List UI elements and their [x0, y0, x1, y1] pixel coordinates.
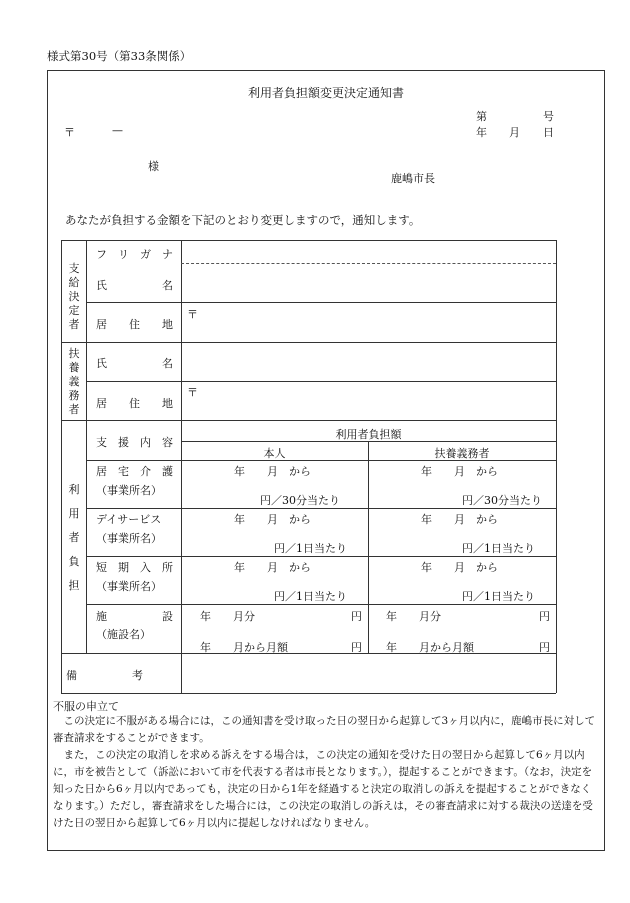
support-content-label: 支 援 内 容 — [96, 436, 173, 449]
service-day-sub: （事業所名） — [96, 532, 162, 545]
issuer: 鹿嶋市長 — [391, 172, 435, 185]
service-day: デイサービス — [96, 513, 162, 526]
self-from: 年 月 から — [234, 513, 311, 526]
objection-paragraph-2: また，この決定の取消しを求める訴えをする場合は，この決定の通知を受けた日の翌日から起算して6ヶ月以内に，市を被告として（訴訟において市を代表する者は市長となります。），提起することができます。（なお，決定を知った日から6ヶ月以内であっても，決定の日から1年を経過すると決定の取消しの訴えを提起することができなくなります。）ただし，審査請求をした場合には，この決定の取消しの訴えは，その審査請求に対する裁決の送達を受けた日の翌日から起算して6ヶ月以内に提起しなければなりません。 — [53, 749, 593, 829]
objection-heading: 不服の申立て — [53, 700, 119, 713]
service-home-care: 居 宅 介 護 — [96, 465, 173, 478]
supporter-monthly-yen: 円 — [539, 610, 550, 623]
user-group-label: 利用者負担 — [68, 483, 80, 592]
service-short-stay: 短 期 入 所 — [96, 561, 173, 574]
payee-postal-mark: 〒 — [187, 308, 198, 321]
supporter-from: 年 月 から — [421, 465, 498, 478]
self-unit: 円／30分当たり — [260, 494, 340, 507]
supporter-unit: 円／1日当たり — [462, 590, 535, 603]
objection-paragraph-1: この決定に不服がある場合には，この通知書を受け取った日の翌日から起算して3ヶ月以内に，鹿嶋市長に対して審査請求をすることができます。 — [53, 715, 596, 744]
label-divider — [181, 240, 182, 693]
self-monthly-yen: 円 — [351, 610, 362, 623]
self-from-month: 年 月から月額 — [200, 641, 288, 654]
service-facility-sub: （施設名） — [96, 628, 151, 641]
form-title: 利用者負担額変更決定通知書 — [247, 86, 404, 100]
table-top — [61, 240, 556, 241]
intro-text: あなたが負担する金額を下記のとおり変更しますので，通知します。 — [65, 213, 421, 227]
supporter-address-label: 居 住 地 — [96, 397, 173, 410]
self-from-month-yen: 円 — [351, 641, 362, 654]
postal-dash: — — [112, 124, 123, 137]
payee-address-label: 居 住 地 — [96, 318, 173, 331]
col-supporter-header: 扶養義務者 — [434, 447, 490, 460]
burden-header: 利用者負担額 — [335, 428, 402, 441]
service-short-stay-sub: （事業所名） — [96, 580, 162, 593]
supporter-postal-mark: 〒 — [187, 386, 198, 399]
self-supporter-divider — [368, 441, 369, 653]
recipient-suffix: 様 — [148, 160, 159, 173]
self-from: 年 月 から — [234, 465, 311, 478]
date-month: 月 — [509, 126, 520, 139]
form-number: 様式第30号（第33条関係） — [47, 49, 192, 63]
date-day: 日 — [543, 126, 554, 139]
number-suffix: 号 — [543, 110, 554, 123]
supporter-from: 年 月 から — [421, 513, 498, 526]
supporter-from-month-yen: 円 — [539, 641, 550, 654]
table-left — [61, 240, 62, 693]
self-unit: 円／1日当たり — [274, 590, 347, 603]
table-right — [556, 240, 557, 693]
supporter-from: 年 月 から — [421, 561, 498, 574]
supporter-unit: 円／30分当たり — [462, 494, 542, 507]
payee-group-label: 支給決定者 — [68, 262, 80, 331]
supporter-unit: 円／1日当たり — [462, 542, 535, 555]
payee-name-label: 氏 名 — [96, 279, 173, 292]
self-unit: 円／1日当たり — [274, 542, 347, 555]
supporter-from-month: 年 月から月額 — [386, 641, 474, 654]
date-year: 年 — [476, 126, 487, 139]
number-label: 第 — [476, 110, 487, 123]
col-self-header: 本人 — [263, 447, 286, 460]
self-from: 年 月 から — [234, 561, 311, 574]
service-home-care-sub: （事業所名） — [96, 484, 162, 497]
self-monthly: 年 月分 — [200, 610, 255, 623]
furigana-dash — [181, 263, 556, 264]
remarks-label: 備 考 — [66, 669, 143, 682]
supporter-name-label: 氏 名 — [96, 357, 173, 370]
table-bottom — [61, 693, 556, 694]
service-facility: 施 設 — [96, 610, 173, 623]
supporter-group-label: 扶養義務者 — [68, 347, 80, 416]
supporter-monthly: 年 月分 — [386, 610, 441, 623]
furigana-label: フ リ ガ ナ — [96, 248, 173, 261]
postal-mark: 〒 — [64, 126, 75, 139]
